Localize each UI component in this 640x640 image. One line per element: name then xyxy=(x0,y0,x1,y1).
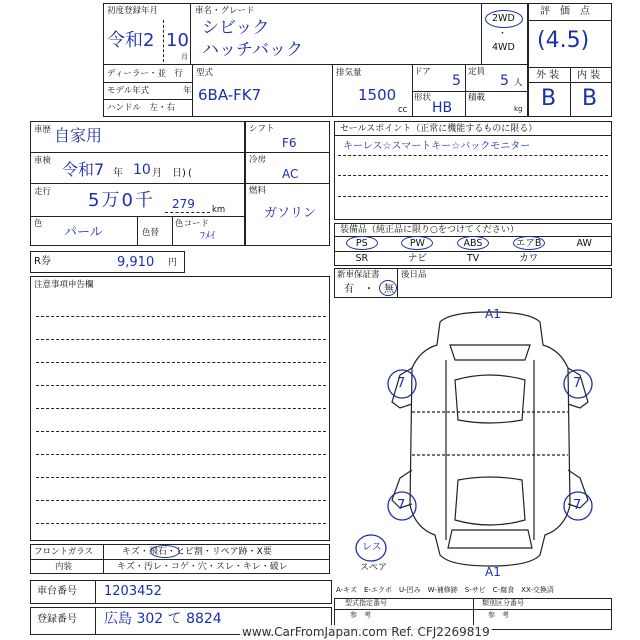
drive-4wd: 4WD xyxy=(492,42,515,53)
notes-line xyxy=(36,431,326,432)
warranty-value: 有 ・ 無 xyxy=(344,284,394,295)
car-name-line1: シビック xyxy=(202,18,270,38)
color-code-label: 色コード xyxy=(175,219,210,229)
notes-line xyxy=(36,408,326,409)
first-reg-month: 10 xyxy=(166,30,189,51)
shape-label: 形状 xyxy=(414,93,432,103)
door-label: ドア xyxy=(414,67,431,77)
notes-line xyxy=(36,316,326,317)
interior-label: 内 装 xyxy=(577,70,601,81)
grade-label: 評 価 点 xyxy=(540,6,590,17)
wheel-fl-mark: 7 xyxy=(397,376,406,391)
warranty-none-circle xyxy=(379,280,397,296)
notes-line xyxy=(36,477,326,478)
notes-line xyxy=(36,523,326,524)
interior-cond-value: キズ・汚レ・コゲ・穴・スレ・キレ・破レ xyxy=(117,562,288,572)
shift-label: シフト xyxy=(249,124,275,134)
equipment-row1-item-3: エアB xyxy=(515,238,542,249)
mileage-main: 5万0千 xyxy=(88,190,155,211)
exterior-value: B xyxy=(541,86,557,111)
notes-line xyxy=(36,385,326,386)
car-name-line2: ハッチバック xyxy=(202,40,303,60)
capacity-unit: 人 xyxy=(514,78,523,88)
notes-line xyxy=(36,339,326,340)
capacity-value: 5 xyxy=(500,73,509,89)
recycle-label: R券 xyxy=(34,256,51,267)
load-label: 積載 xyxy=(468,93,486,103)
chassis-label: 車台番号 xyxy=(37,586,77,597)
form-label-3: 類別区分番号 xyxy=(482,599,524,607)
grade-value: (4.5) xyxy=(537,28,590,53)
capacity-label: 定員 xyxy=(468,67,486,77)
drive-2wd: 2WD xyxy=(492,13,515,24)
notes-line xyxy=(36,500,326,501)
mileage-label: 走行 xyxy=(34,187,52,197)
inspection-era: 令和7 xyxy=(62,160,105,179)
first-reg-label: 初度登録年月 xyxy=(107,6,159,16)
use-value: 自家用 xyxy=(54,126,103,145)
glass-value: キズ・飛石・ヒビ割・リペア跡・X要 xyxy=(122,547,272,557)
chassis-value: 1203452 xyxy=(104,584,162,599)
shift-value: F6 xyxy=(282,136,297,150)
wheel-rl-mark: 7 xyxy=(397,498,406,513)
notes-label: 注意事項申告欄 xyxy=(34,280,94,290)
model-label: 型式 xyxy=(196,68,214,78)
notes-line xyxy=(36,454,326,455)
color-value: パール xyxy=(64,225,103,240)
damage-legend: A-キズ E-エクボ U-凹み W-補修跡 S-サビ C-腐食 XX-交換済 xyxy=(336,586,554,594)
color-change-label: 色替 xyxy=(142,228,160,238)
sales-label: セールスポイント（正常に機能するものに限る） xyxy=(340,124,538,134)
equipment-circle-0 xyxy=(346,236,378,250)
day-open-paren: ( xyxy=(188,168,192,179)
car-name-label: 車名・グレード xyxy=(195,6,255,16)
displacement-value: 1500 xyxy=(358,86,397,104)
rear-damage-mark: A1 xyxy=(485,565,501,579)
equipment-row1-item-0: PS xyxy=(355,238,368,249)
exterior-label: 外 装 xyxy=(536,70,560,81)
plate-value: 広島 302 て 8824 xyxy=(104,611,222,627)
door-value: 5 xyxy=(452,73,461,89)
handle-label: ハンドル 左・右 xyxy=(107,103,176,113)
wheel-rr-mark: 7 xyxy=(573,498,582,513)
delivery-label: 後日品 xyxy=(401,270,427,280)
first-reg-era: 令和2 xyxy=(107,30,155,51)
wheel-fr-mark: 7 xyxy=(573,376,582,391)
watermark: www.CarFromJapan.com Ref. CFJ2269819 xyxy=(242,625,490,639)
fuel-label: 燃料 xyxy=(249,186,267,196)
fuel-value: ガソリン xyxy=(264,206,317,221)
model-year-label: モデル年式 年 xyxy=(107,86,192,96)
equipment-row2-item-1: ナビ xyxy=(407,253,427,264)
equipment-row1-item-4: AW xyxy=(576,238,592,249)
ac-value: AC xyxy=(282,167,299,181)
load-unit: kg xyxy=(514,105,523,113)
equipment-row2-item-2: TV xyxy=(466,253,480,264)
warranty-label: 新車保証書 xyxy=(337,270,380,280)
spare-tire-mark: レス xyxy=(362,542,382,553)
recycle-unit: 円 xyxy=(168,258,178,268)
equipment-row2-item-3: カワ xyxy=(519,253,539,264)
notes-line xyxy=(36,362,326,363)
equipment-label: 装備品（純正品に限り○をつけてください） xyxy=(340,225,519,235)
dealer-label: ディーラー・並 行 xyxy=(107,69,183,79)
mileage-sub: 279 xyxy=(172,197,195,211)
recycle-box xyxy=(30,251,185,273)
year-unit: 年 xyxy=(113,168,123,179)
interior-cond-label: 内装 xyxy=(55,562,73,572)
spare-label: スペア xyxy=(360,563,388,573)
inspection-month: 10 xyxy=(133,162,151,178)
drive-dot: ・ xyxy=(498,29,508,39)
displacement-label: 排気量 xyxy=(336,68,362,78)
glass-chip-circle xyxy=(150,545,180,558)
recycle-value: 9,910 xyxy=(117,255,155,270)
month-day-unit: 月 日) xyxy=(152,168,186,179)
equipment-row1-item-1: PW xyxy=(409,238,425,249)
ac-label: 冷房 xyxy=(249,155,267,165)
shape-value: HB xyxy=(432,100,453,116)
front-damage-mark: A1 xyxy=(485,307,501,321)
form-label-1: 型式指定番号 xyxy=(345,599,387,607)
equipment-row2-item-0: SR xyxy=(355,253,369,264)
month-unit: 月 xyxy=(181,53,188,61)
mileage-unit: km xyxy=(212,205,226,215)
inspection-label: 車検 xyxy=(34,156,52,166)
displacement-unit: cc xyxy=(398,105,408,115)
equipment-row1-item-2: ABS xyxy=(463,238,483,249)
use-label: 車歴 xyxy=(34,125,52,135)
sales-value: キーレス☆スマートキー☆バックモニター xyxy=(343,141,531,152)
glass-label: フロントガラス xyxy=(34,547,93,557)
plate-label: 登録番号 xyxy=(37,614,77,625)
equipment-circle-2 xyxy=(457,236,489,250)
equipment-circle-3 xyxy=(513,236,545,250)
color-label: 色 xyxy=(34,219,43,229)
interior-value: B xyxy=(582,86,598,111)
color-code-value: ﾌﾒｲ xyxy=(200,231,215,242)
model-value: 6BA-FK7 xyxy=(198,86,262,104)
form-label-2: 参 考 xyxy=(350,611,371,619)
form-label-4: 参 考 xyxy=(488,611,509,619)
